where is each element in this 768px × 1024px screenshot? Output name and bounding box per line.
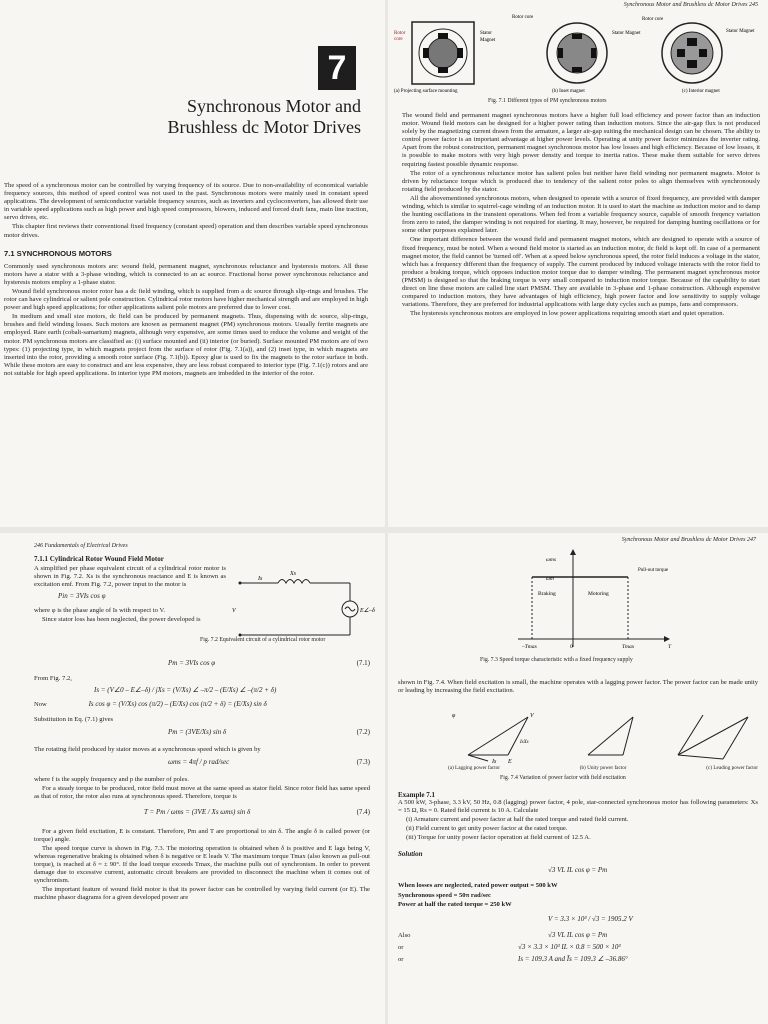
page-body	[402, 112, 760, 318]
phasor-label-e: E	[508, 759, 512, 765]
pm-motor-types-figure	[392, 12, 764, 96]
page-245	[388, 0, 768, 527]
circuit-label-reactance: Xs	[290, 571, 296, 577]
example-item: (iii) Torque for unity power factor operation at field current of 12.5 A.	[406, 834, 591, 842]
paragraph: The wound field and permanent magnet synchronous motors have a higher full load efficiency and power factor than an induction motor. Wound field motors can be designed for a higher power rating than induction motors. Since the air-gap flux is not produced solely by the magnetizing current drawn from the armature, a larger air-gap suiting the mechanical design can be chosen. The ability to control power factor is an important advantage at higher power levels. Operating at unity power factor minimizes the inverter rating. Apart from the robust construction, permanent magnet synchronous motor has low losses and high efficiency. Because of low losses, it is possible to make motors with very high power density and torque to inertia ratios. These make them suitable for servo drives requiring fastest possible dynamic response.	[402, 112, 760, 168]
axis-label-omega-ms: ωms	[546, 557, 556, 563]
fig-label-stator: Stator	[480, 31, 492, 36]
axis-label-torque: T	[668, 644, 672, 650]
paragraph: A 500 kW, 3-phase, 3.3 kV, 50 Hz, 0.8 (lagging) power factor, 4 pole, star-connected synchronous motor has following parameters: Xs = 15 Ω, Rs = 0. Rated field current is 10 A. Calculate	[398, 799, 758, 815]
example-heading: Example 7.1	[398, 791, 435, 799]
tick-label-neg-tmax: –Tmax	[522, 644, 537, 650]
paragraph: The important feature of wound field motor is that its power factor can be controlled by varying field current (or E). The machine phasor diagrams for a given developed power are	[34, 886, 370, 902]
paragraph: Substitution in Eq. (7.1) gives	[34, 716, 114, 724]
paragraph: A simplified per phase equivalent circuit of a cylindrical rotor motor is shown in Fig. 7.2. Xs is the synchronous reactance and E is known as excitation emf. From Fig. 7.2, power input to the motor is	[34, 565, 226, 589]
equation-7-1: Pm = 3VIs cos φ (7.1)	[168, 659, 370, 667]
chapter-number-badge	[318, 46, 356, 90]
figure-caption: Fig. 7.2 Equivalent circuit of a cylindrical rotor motor	[200, 637, 326, 643]
equation-7-4: T = Pm / ωms = (3VE / Xs ωms) sin δ (7.4)	[144, 807, 370, 816]
intro-block	[34, 565, 226, 624]
page-chapter-opening	[0, 0, 385, 527]
paragraph: One important difference between the wound field and permanent magnet motors, which are designed to operate with a source of fixed frequency, must be noted. When a wound field motor is started as an induction motor, dc field is kept off. In case of a permanent magnet motor, the field cannot be 'turned off'. When at a speed below synchronous speed, the rotor field induces a voltage in the stator, which has a frequency different than the frequency of supply. The current produced by induced voltage interacts with the rotor field to produce a braking torque, which opposes induction motor torque due to damper winding. The permanent magnet synchronous motor (PMSM) is designed so that the braking torque is very small compared to induction motor torque. Because of the capability to start direct on line these motors are called line start PMSM. They are available in 3-phase and 1-phase construction. Although expensive compared to induction motors, they have advantages of high efficiency, high power factor and low sensitivity to supply voltage variations. Therefore, they are preferred for industrial applications with large duty cycles such as pumps, fans and compressors.	[402, 236, 760, 309]
page-body	[4, 182, 368, 378]
phasor-label-phi: φ	[452, 713, 456, 719]
chapter-title-line2: Brushless dc Motor Drives	[167, 117, 361, 137]
derivation-block	[34, 659, 370, 902]
section-heading: 7.1 SYNCHRONOUS MOTORS	[4, 248, 112, 258]
solution-row: Also √3 VL IL cos φ = Pm	[398, 930, 608, 939]
solution-heading: Solution	[398, 850, 423, 859]
paragraph: Power at half the rated torque = 250 kW	[398, 900, 512, 908]
fig-label-stator-magnet-c: Stator Magnet	[726, 29, 755, 34]
axis-label-omega-m: ωm	[546, 576, 554, 582]
paragraph: In medium and small size motors, dc field can be produced by permanent magnets. Thus, dispensing with dc source, slip-rings, brushes and field winding losses. Such motors are known as permanent magnet (PM) synchronous motors. Usually ferrite magnets are employed. Rare earth (cobalt-samarium) magnets, although very expensive, are some times used to reduce the volume and weight of the motor. PM synchronous motors are classified as: (i) surface mounted and (ii) interior (or buried). Surface mounted PM motors are of two types: (1) projecting type, in which magnets project from the surface of rotor (Fig. 7.1(a)), and (2) inset type, in which magnets are inserted into the rotor, providing a smooth rotor surface (Fig. 7.1(b)). Epoxy glue is used to fix the magnets to the rotor surface in both. While these motors are easy to construct and are less expensive, they are less robust compared to interior type (Fig. 7.1(c)) rotors and are not suitable for high speed applications. In interior type PM motors, magnets are imbedded in the interior of the rotor.	[4, 313, 368, 377]
inset-magnet-rotor-diagram	[547, 23, 607, 83]
paragraph: where φ is the phase angle of Is with respect to V.	[34, 607, 166, 615]
page-247	[388, 533, 768, 1024]
phasor-diagrams-figure	[448, 707, 758, 765]
fig-label-magnet: Magnet	[480, 38, 496, 43]
body-top	[398, 679, 758, 695]
figure-caption: Fig. 7.3 Speed torque characteristic with a fixed frequency supply	[480, 657, 633, 663]
leading-phasor-diagram	[678, 715, 748, 759]
paragraph: Since stator loss has been neglected, the power developed is	[42, 616, 201, 624]
example-block	[398, 791, 758, 967]
paragraph: Synchronous speed = 50π rad/sec	[398, 891, 491, 899]
page-246	[0, 533, 385, 1024]
running-header: Synchronous Motor and Brushless dc Motor Drives 247	[621, 537, 756, 543]
tick-label-zero: 0	[570, 644, 573, 650]
phasor-label-ixs: IsXs	[520, 740, 529, 745]
lagging-phasor-diagram	[468, 717, 528, 761]
equation-current-cos: Now Is cos φ = (V/Xs) cos (π/2) – (E/Xs) cos (π/2 + δ) = (E/Xs) sin δ	[34, 700, 267, 709]
paragraph: For a given field excitation, E is constant. Therefore, Pm and T are proportional to sin δ. The angle δ is called power (or torque) angle.	[34, 827, 370, 843]
paragraph: The speed torque curve is shown in Fig. 7.3. The motoring operation is obtained when δ is positive and E lags being V, whereas regenerative braking is obtained when δ is negative or E leads V. The maximum torque Tmax (also known as pull-out torque), is reached at δ = ± 90°. If the load torque exceeds Tmax, the machine pulls out of synchronism. In order to prevent damage due to excessive current, automatic circuit breakers are provided to disconnect the machine when it comes out of synchronism.	[34, 844, 370, 885]
paragraph: This chapter first reviews their conventional fixed frequency (constant speed) operation and then describes variable speed synchronous motor drives.	[4, 223, 368, 239]
braking-region-label: Braking	[538, 591, 556, 597]
running-header: 246 Fundamentals of Electrical Drives	[34, 543, 128, 549]
paragraph: The rotor of a synchronous reluctance motor has salient poles but neither have field winding nor permanent magnets. Motor is driven by reluctance torque which is produced due to tendency of the salient rotor poles to align themselves with synchronously rotating field produced by the stator.	[402, 169, 760, 193]
equation-power-input: Pin = 3VIs cos φ	[58, 592, 106, 601]
running-header: Synchronous Motor and Brushless dc Motor Drives 245	[623, 2, 758, 8]
projecting-magnet-rotor-diagram	[412, 22, 474, 84]
speed-torque-figure	[518, 547, 768, 659]
circuit-label-current: Is	[258, 576, 263, 582]
equation-7-3: ωms = 4πf / p rad/sec (7.3)	[168, 758, 370, 767]
fig-label-rotor-core-c: Rotor core	[642, 17, 664, 22]
subsection-heading: 7.1.1 Cylindrical Rotor Wound Field Motor	[34, 555, 164, 563]
fig-subcaption-c: (c) Interior magnet	[682, 89, 720, 94]
paragraph: Commonly used synchronous motors are: wound field, permanent magnet, synchronous reluctance and hysteresis motors. All these motors have a stator with a 3-phase winding, which is connected to an ac source. Fractional horse power synchronous reluctance and hysteresis motors employ a 1-phase stator.	[4, 262, 368, 286]
equation-7-2: Pm = (3VE/Xs) sin δ (7.2)	[168, 728, 370, 737]
chapter-title	[168, 96, 361, 138]
figure-caption: Fig. 7.4 Variation of power factor with field excitation	[500, 775, 626, 781]
paragraph: The hysteresis synchronous motors are employed in low power applications requiring smooth start and quiet operation.	[410, 310, 725, 318]
phasor-label-v: V	[530, 713, 534, 719]
solution-equation: √3 VL IL cos φ = Pm	[548, 866, 608, 875]
chapter-number: 7	[327, 49, 347, 87]
paragraph: When losses are neglected, rated power output = 500 kW	[398, 882, 558, 890]
solution-equation: V = 3.3 × 10³ / √3 = 1905.2 V	[548, 914, 633, 923]
tick-label-tmax: Tmax	[622, 644, 635, 650]
example-item: (i) Armature current and power factor at half the rated torque and rated field current.	[406, 816, 629, 824]
circuit-label-emf: E∠–δ	[360, 608, 375, 614]
phasor-label-is: Is	[492, 759, 497, 765]
solution-row: or Is = 109.3 A and Īs = 109.3 ∠ –36.86°	[398, 954, 628, 963]
phasor-subcaptions: (a) Lagging power factor (b) Unity power factor (c) Leading power factor	[448, 765, 758, 771]
paragraph: shown in Fig. 7.4. When field excitation is small, the machine operates with a lagging power factor. The power factor can be made unity or leading by increasing the field excitation.	[398, 679, 758, 695]
pullout-torque-label: Pull-out torque	[638, 568, 669, 573]
figure-caption: Fig. 7.1 Different types of PM synchronous motors	[488, 98, 607, 104]
fig-subcaption-b: (b) Inset magnet	[552, 89, 585, 94]
chapter-title-line1: Synchronous Motor and	[187, 96, 361, 116]
fig-label-rotor-core-a: Rotor core	[512, 15, 534, 20]
paragraph: All the abovementioned synchronous motors, when designed to operate with a source of fixed frequency, are provided with damper winding, which is similar to squirrel-cage winding of an induction motor. It is used to start the machine as induction motor and to damp the hunting oscillations in the transient operations. When fed from a variable frequency source, capable of smooth freqency variation from zero to rated, the damper winding is not required for starting. It may, however, be required for damping hunting oscillations or for some other purposes explained later.	[402, 194, 760, 235]
circuit-label-voltage: V	[232, 608, 236, 614]
equation-stator-current: Is = (V∠0 – E∠–δ) / jXs = (V/Xs) ∠ –π/2 – (E/Xs) ∠ –(π/2 + δ)	[94, 686, 277, 695]
solution-row: or √3 × 3.3 × 10³ IL × 0.8 = 500 × 10³	[398, 942, 621, 951]
interior-magnet-rotor-diagram	[662, 23, 722, 83]
paragraph: where f is the supply frequency and p the number of poles.	[34, 776, 189, 784]
paragraph: The speed of a synchronous motor can be controlled by varying frequency of its source. Due to non-availability of economical variable frequency sources, this method of speed control was not used in the past. Synchronous motors were mainly used in constant speed applications. The development of semiconductor variable frequency sources, such as inverters and cycloconverters, has allowed their use in variable speed applications such as high power and high speed compressors, blowers, induced and forced draft fans, main line traction, servo drives, etc.	[4, 182, 368, 222]
paragraph: Wound field synchronous motor rotor has a dc field winding, which is supplied from a dc source through slip-rings and brushes. The rotor can have cylindrical or salient pole construction. Cylindrical rotor motors have higher mechanical strength and are employed in high power and high speed applications; for other applications salient pole motors are preferred due to lower cost.	[4, 287, 369, 312]
fig-subcaption-a: (a) Projecting surface mounting	[394, 89, 458, 94]
equivalent-circuit-figure	[230, 571, 380, 647]
example-item: (ii) Field current to get unity power factor at the rated torque.	[406, 825, 568, 833]
fig-label-rotor: Rotor	[394, 31, 406, 36]
fig-label-stator-magnet-b: Stator Magnet	[612, 31, 641, 36]
paragraph: The rotating field produced by stator moves at a synchronous speed which is given by	[34, 746, 261, 754]
paragraph: For a steady torque to be produced, rotor field must move at the same speed as stator field. Since rotor field has same speed as that of rotor, the rotor also runs at synchronous speed. Therefore, torque is	[34, 785, 370, 801]
unity-phasor-diagram	[588, 717, 633, 755]
paragraph: From Fig. 7.2,	[34, 675, 72, 682]
motoring-region-label: Motoring	[588, 591, 609, 597]
fig-label-core: core	[394, 37, 403, 42]
